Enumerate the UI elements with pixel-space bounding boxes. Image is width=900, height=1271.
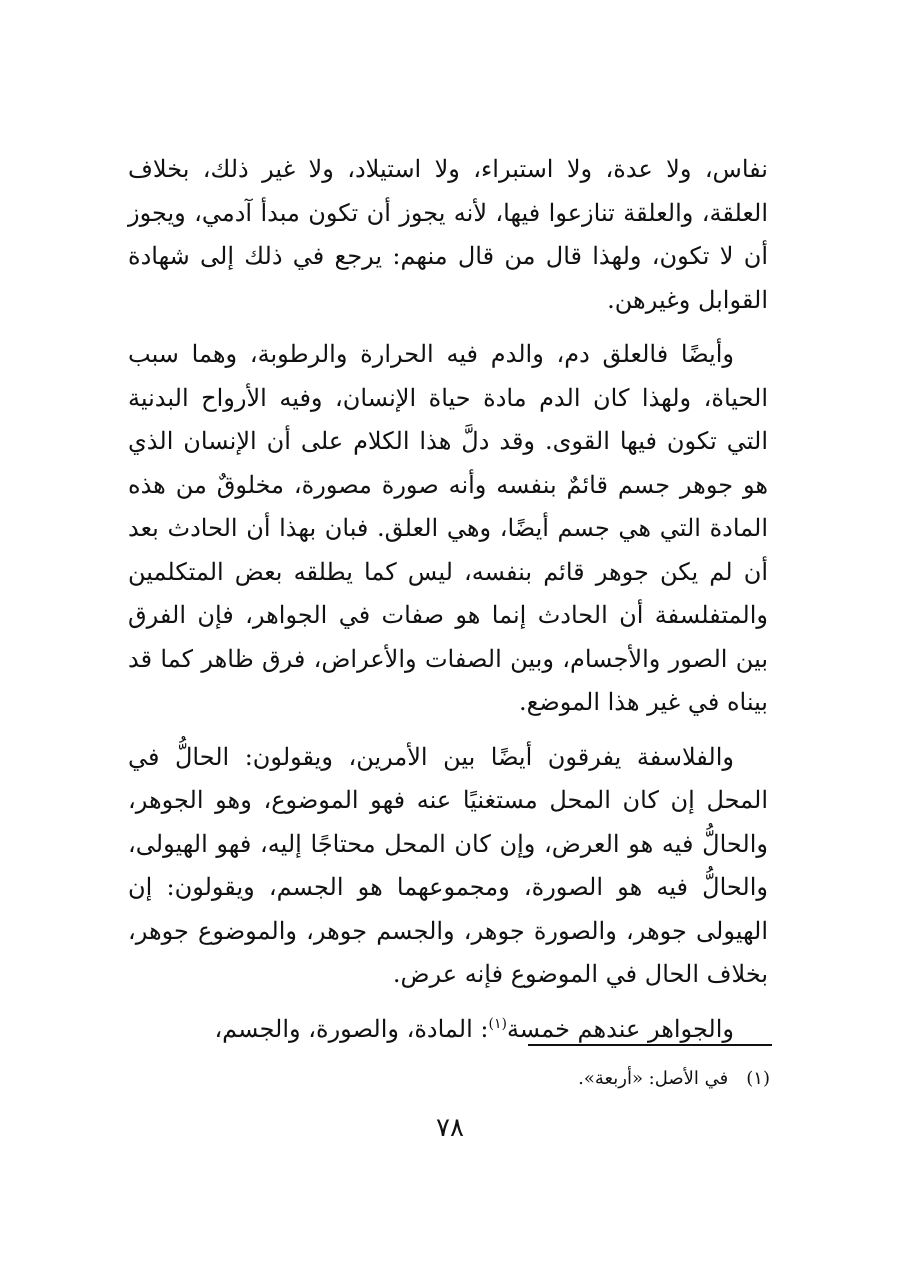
footnote-text: في الأصل: «أربعة». [578, 1068, 729, 1089]
footnote-number: (١) [746, 1068, 770, 1089]
paragraph-4-start: والجواهر عندهم خمسة [506, 1014, 734, 1043]
footnote-divider [528, 1044, 772, 1046]
main-text [128, 148, 768, 1062]
paragraph-1: نفاس، ولا عدة، ولا استبراء، ولا استيلاد، ولا غير ذلك، بخلاف العلقة، والعلقة تنازعوا فيها، لأنه يجوز أن تكون مبدأ آدمي، ويجوز أن لا تكون، ولهذا قال من قال منهم: يرجع في ذلك إلى شهادة القوابل وغيرهن. [128, 155, 768, 314]
footnote [578, 1064, 770, 1094]
footnote-reference: (١) [488, 1015, 507, 1032]
paragraph-2: وأيضًا فالعلق دم، والدم فيه الحرارة والرطوبة، وهما سبب الحياة، ولهذا كان الدم مادة حياة الإنسان، وفيه الأرواح البدنية التي تكون فيها القوى. وقد دلَّ هذا الكلام على أن الإنسان الذي هو جوهر جسم قائمٌ بنفسه وأنه صورة مصورة، مخلوقٌ من هذه المادة التي هي جسم أيضًا، وهي العلق. فبان بهذا أن الحادث بعد أن لم يكن جوهر قائم بنفسه، ليس كما يطلقه بعض المتكلمين والمتفلسفة أن الحادث إنما هو صفات في الجواهر، فإن الفرق بين الصور والأجسام، وبين الصفات والأعراض، فرق ظاهر كما قد بيناه في غير هذا الموضع. [128, 340, 768, 716]
paragraph-3: والفلاسفة يفرقون أيضًا بين الأمرين، ويقولون: الحالُّ في المحل إن كان المحل مستغنيًا عنه فهو الموضوع، وهو الجوهر، والحالُّ فيه هو العرض، وإن كان المحل محتاجًا إليه، فهو الهيولى، والحالُّ فيه هو الصورة، ومجموعهما هو الجسم، ويقولون: إن الهيولى جوهر، والصورة جوهر، والجسم جوهر، والموضوع جوهر، بخلاف الحال في الموضوع فإنه عرض. [128, 742, 768, 988]
page-number: ٧٨ [436, 1113, 464, 1143]
paragraph-4-end: : المادة، والصورة، والجسم، [214, 1014, 489, 1043]
